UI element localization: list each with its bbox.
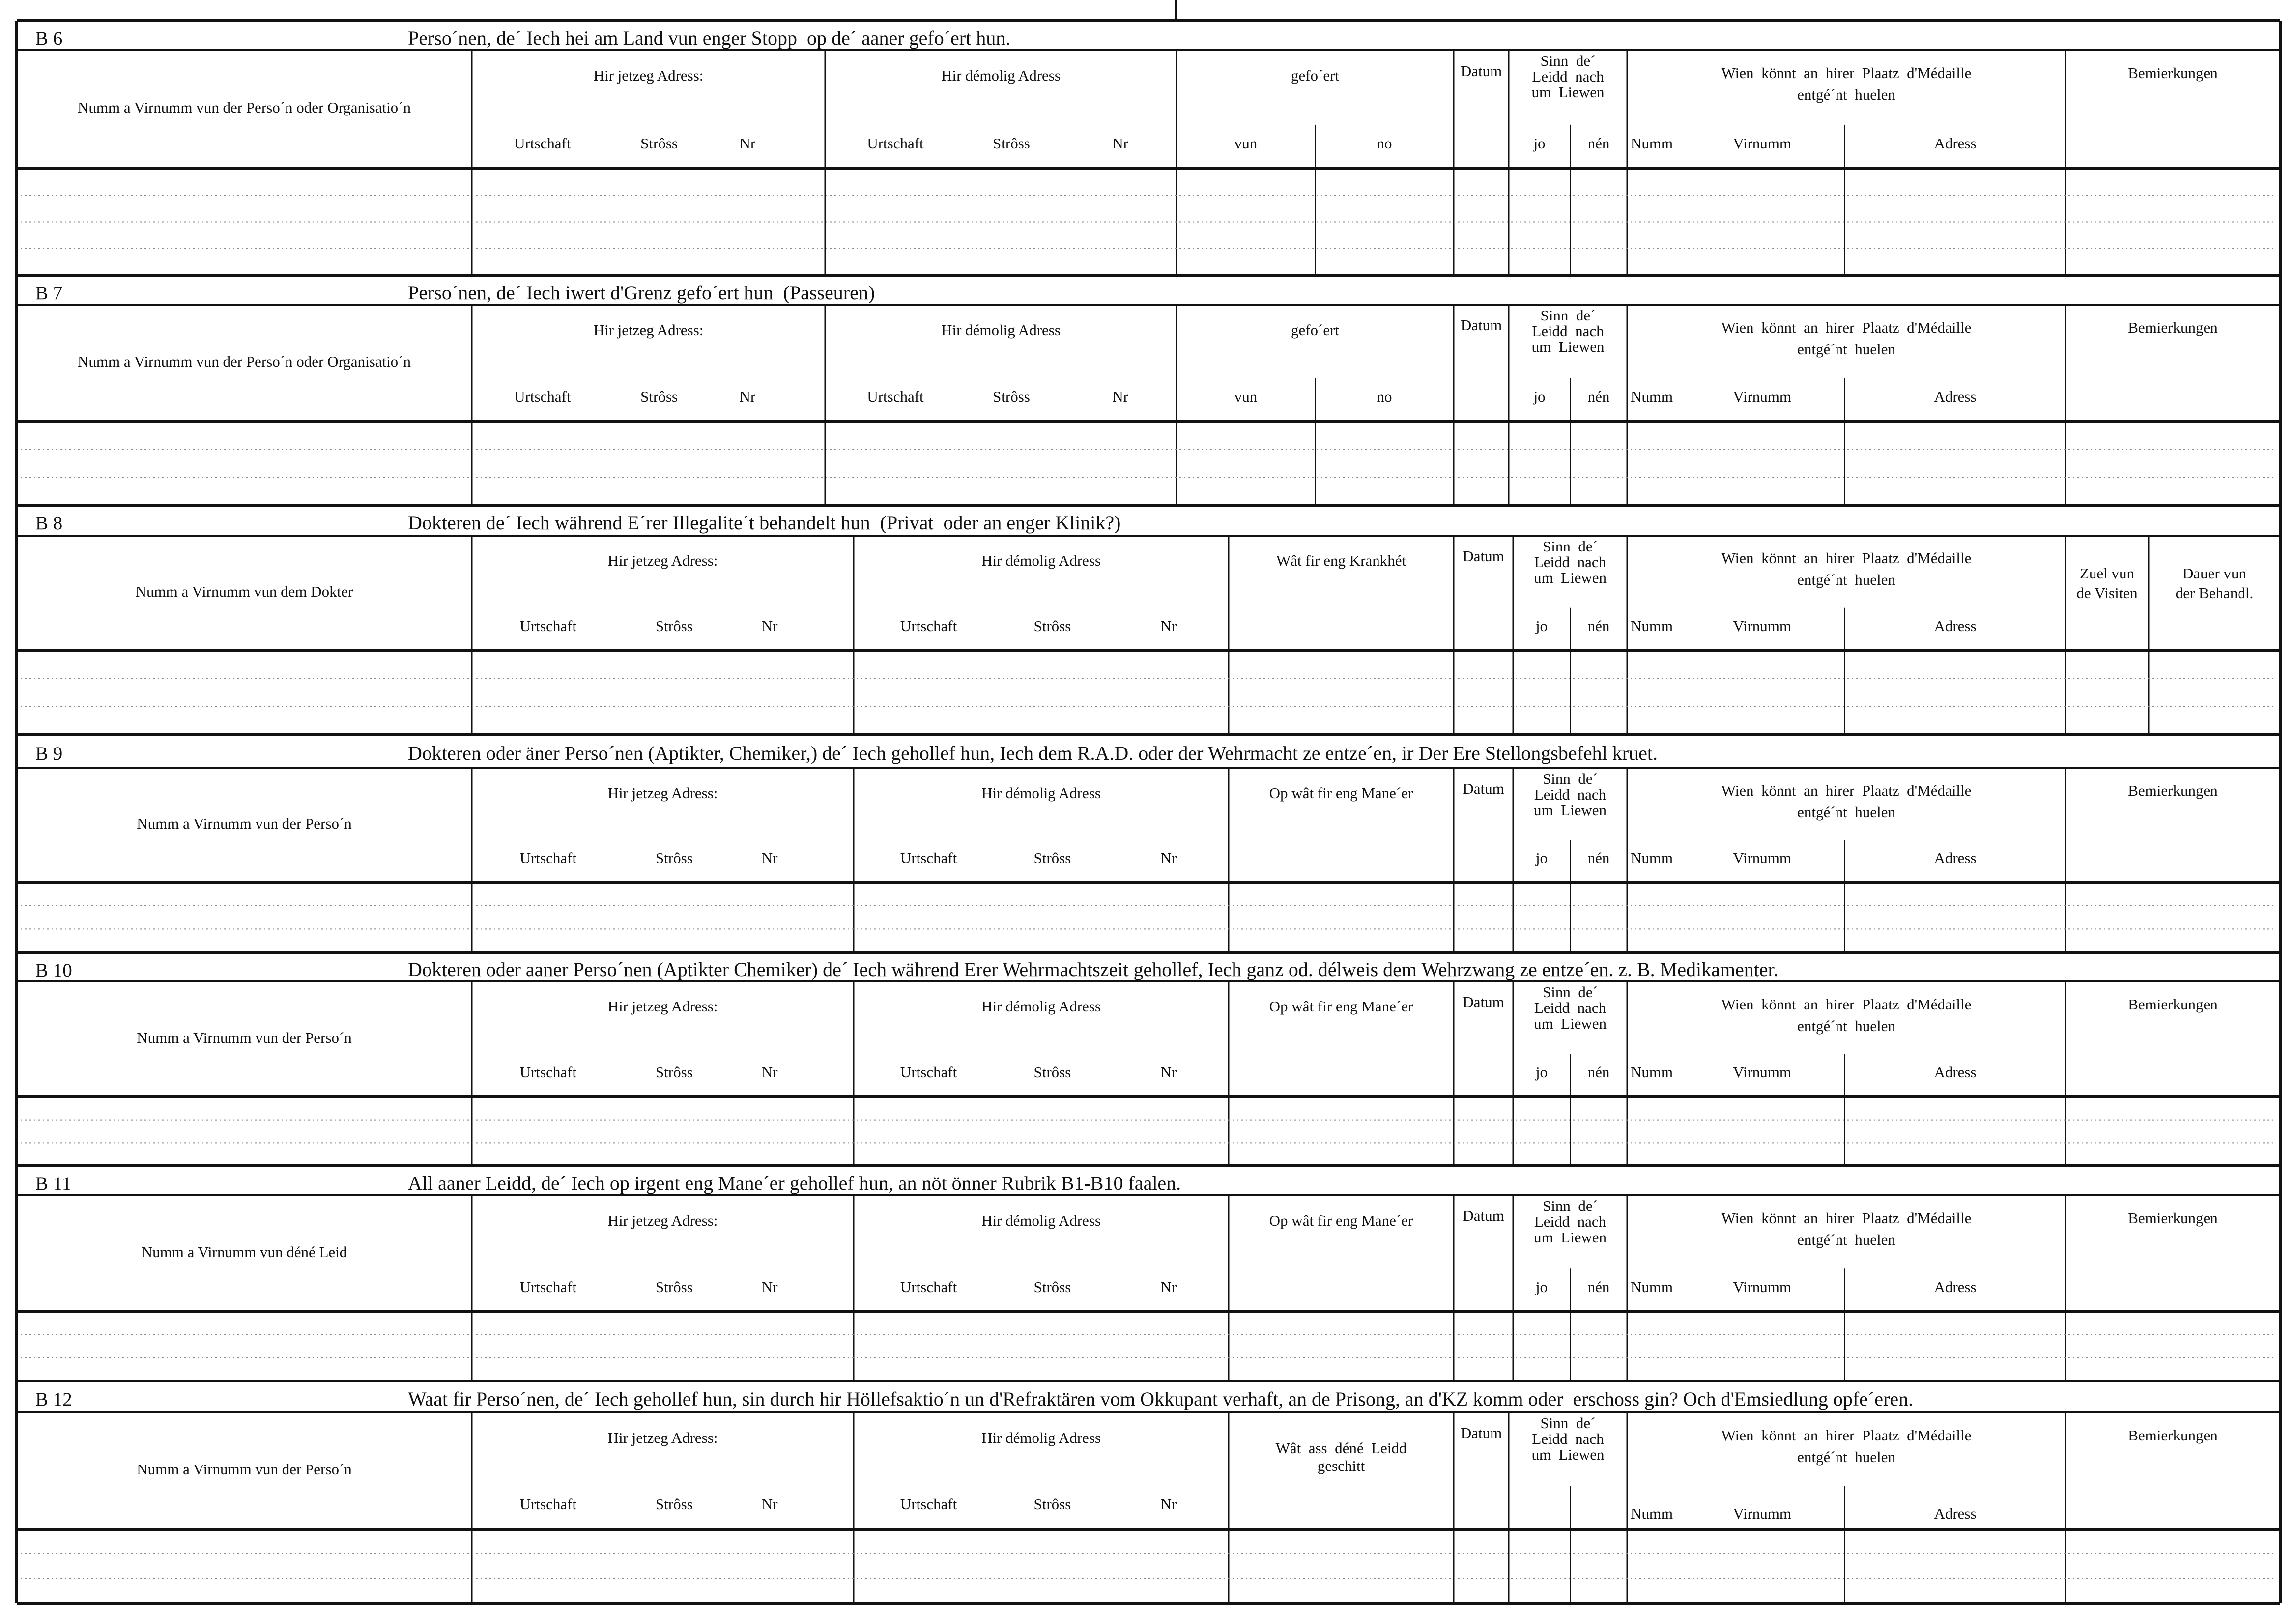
section-title: Dokteren de´ Iech während E´rer Illegalite´t behandelt hun (Privat oder an enger Klinik?): [408, 512, 1121, 534]
current-number-header: Nr: [761, 617, 778, 634]
entry-cell[interactable]: [1455, 1531, 1507, 1602]
name-column-header: Numm a Virnumm vun der Perso´n: [137, 1029, 352, 1046]
column5-header: Op wât fir eng Mane´er: [1269, 784, 1413, 802]
former-locality-header: Urtschaft: [900, 617, 957, 634]
entry-cell[interactable]: [1515, 652, 1626, 733]
form-entry-fields: [18, 170, 2279, 1602]
medal-surname-header: Numm: [1630, 1505, 1673, 1523]
alive-header-line-3: um Liewen: [1533, 569, 1607, 586]
transported-from-header: vun: [1234, 388, 1258, 405]
former-locality-header: Urtschaft: [867, 388, 924, 405]
remarks-header: Bemierkungen: [2128, 995, 2218, 1013]
current-number-header: Nr: [739, 134, 756, 152]
current-address-header: Hir jetzeg Adress:: [593, 321, 704, 339]
alive-yes-header: jo: [1535, 1278, 1548, 1295]
entry-cell[interactable]: [1455, 652, 1512, 733]
current-locality-header: Urtschaft: [519, 1496, 577, 1513]
entry-cell[interactable]: [473, 1098, 852, 1164]
entry-cell[interactable]: [1178, 423, 1452, 504]
medal-header-line-1: Wien könnt an hirer Plaatz d'Médaille: [1721, 782, 1972, 800]
entry-cell[interactable]: [855, 884, 1227, 951]
name-column-header: Numm a Virnumm vun der Perso´n: [137, 1460, 352, 1478]
alive-no-header: nén: [1587, 617, 1610, 634]
current-locality-header: Urtschaft: [519, 1278, 577, 1295]
alive-header-line-1: Sinn de´: [1543, 538, 1598, 555]
medal-header-line-2: entgé´nt huelen: [1797, 340, 1895, 358]
visits-header-line-1: Zuel vun: [2079, 564, 2135, 582]
medal-address-header: Adress: [1934, 849, 1977, 867]
medal-address-header: Adress: [1934, 617, 1977, 634]
entry-cell[interactable]: [2067, 1313, 2279, 1380]
alive-header-line-3: um Liewen: [1533, 1229, 1607, 1246]
entry-cell[interactable]: [18, 170, 470, 274]
former-number-header: Nr: [1112, 388, 1128, 405]
entry-cell[interactable]: [1510, 170, 1626, 274]
name-column-header: Numm a Virnumm vun déné Leid: [141, 1243, 347, 1261]
medal-header-line-1: Wien könnt an hirer Plaatz d'Médaille: [1721, 64, 1972, 82]
former-street-header: Strôss: [1033, 617, 1071, 634]
current-address-header: Hir jetzeg Adress:: [607, 998, 718, 1015]
transported-header: gefo´ert: [1291, 67, 1340, 85]
transported-to-header: no: [1377, 134, 1392, 152]
former-address-header: Hir démolig Adress: [981, 784, 1101, 802]
current-number-header: Nr: [761, 1064, 778, 1081]
column5-header: Op wât fir eng Mane´er: [1269, 998, 1413, 1015]
section-title: Dokteren oder aaner Perso´nen (Aptikter Chemiker) de´ Iech während Erer Wehrmachtszeit gehollef, Iech ganz od. délweis dem Wehrzwang ze entze´en. z. B. Medikamenter.: [408, 958, 1779, 981]
section-title: All aaner Leidd, de´ Iech op irgent eng Mane´er gehollef hun, an nöt önner Rubrik B1-B10 faalen.: [408, 1172, 1181, 1194]
former-number-header: Nr: [1160, 1278, 1177, 1295]
former-number-header: Nr: [1112, 134, 1128, 152]
visits-header-line-2: de Visiten: [2076, 584, 2138, 602]
entry-cell[interactable]: [827, 170, 1175, 274]
medal-header-line-2: entgé´nt huelen: [1797, 1448, 1895, 1466]
alive-header-line-3: um Liewen: [1531, 84, 1605, 101]
medal-surname-header: Numm: [1630, 617, 1673, 634]
entry-cell[interactable]: [18, 884, 470, 951]
alive-header-line-2: Leidd nach: [1534, 1213, 1607, 1230]
section-code: B 12: [35, 1388, 72, 1410]
entry-cell[interactable]: [473, 652, 852, 733]
section-title: Waat fir Perso´nen, de´ Iech gehollef hun, sin durch hir Höllefsaktio´n un d'Refraktären vom Okkupant verhaft, an de Prisong, an d'KZ komm oder erschoss gin? Och d'Emsiedlung opfe´eren.: [408, 1387, 1914, 1410]
section-code: B 7: [35, 282, 63, 304]
remarks-header: Bemierkungen: [2128, 318, 2218, 336]
medal-header-line-2: entgé´nt huelen: [1797, 804, 1895, 821]
entry-cell[interactable]: [1510, 423, 1626, 504]
alive-header-line-1: Sinn de´: [1543, 770, 1598, 787]
current-address-header: Hir jetzeg Adress:: [607, 1211, 718, 1229]
alive-yes-header: jo: [1533, 388, 1546, 405]
treatment-duration-header-line-2: der Behandl.: [2175, 584, 2254, 602]
medal-surname-header: Numm: [1630, 849, 1673, 867]
fate-header-line-2: geschitt: [1317, 1457, 1365, 1475]
section-code: B 8: [35, 513, 63, 534]
name-column-header: Numm a Virnumm vun der Perso´n: [137, 815, 352, 833]
section-title: Dokteren oder äner Perso´nen (Aptikter, Chemiker,) de´ Iech gehollef hun, Iech dem R.A.D. oder der Wehrmacht ze entze´en, ir Der Ere Stellongsbefehl kruet.: [408, 742, 1658, 764]
former-street-header: Strôss: [993, 388, 1030, 405]
alive-no-header: nén: [1587, 849, 1610, 867]
entry-cell[interactable]: [1629, 1313, 2064, 1380]
section-code: B 6: [35, 28, 63, 49]
entry-cell[interactable]: [18, 1098, 470, 1164]
entry-cell[interactable]: [2067, 423, 2279, 504]
former-street-header: Strôss: [993, 134, 1030, 152]
date-header: Datum: [1463, 1207, 1504, 1225]
entry-cell[interactable]: [2067, 652, 2147, 733]
medal-firstname-header: Virnumm: [1733, 134, 1791, 152]
current-address-header: Hir jetzeg Adress:: [607, 784, 718, 802]
date-header: Datum: [1463, 779, 1504, 797]
date-header: Datum: [1460, 1424, 1502, 1442]
fate-header-line-1: Wât ass déné Leidd: [1275, 1439, 1407, 1457]
alive-header-line-1: Sinn de´: [1540, 307, 1596, 324]
current-street-header: Strôss: [655, 617, 693, 634]
current-address-header: Hir jetzeg Adress:: [593, 67, 704, 85]
entry-cell[interactable]: [1510, 1531, 1626, 1602]
alive-header-line-2: Leidd nach: [1534, 553, 1607, 571]
entry-cell[interactable]: [855, 1531, 1227, 1602]
medal-address-header: Adress: [1934, 1064, 1977, 1081]
alive-header-line-1: Sinn de´: [1543, 1197, 1598, 1214]
name-column-header: Numm a Virnumm vun der Perso´n oder Organisatio´n: [77, 352, 411, 370]
former-street-header: Strôss: [1033, 849, 1071, 867]
entry-cell[interactable]: [473, 884, 852, 951]
entry-cell[interactable]: [1515, 884, 1626, 951]
medal-surname-header: Numm: [1630, 1064, 1673, 1081]
medal-header-line-1: Wien könnt an hirer Plaatz d'Médaille: [1721, 995, 1972, 1013]
remarks-header: Bemierkungen: [2128, 64, 2218, 82]
current-street-header: Strôss: [655, 1278, 693, 1295]
former-address-header: Hir démolig Adress: [981, 1211, 1101, 1229]
transported-to-header: no: [1377, 388, 1392, 405]
former-number-header: Nr: [1160, 1064, 1177, 1081]
former-street-header: Strôss: [1033, 1278, 1071, 1295]
entry-cell[interactable]: [1455, 423, 1507, 504]
medal-firstname-header: Virnumm: [1733, 388, 1791, 405]
transported-from-header: vun: [1234, 134, 1258, 152]
medal-address-header: Adress: [1934, 134, 1977, 152]
entry-cell[interactable]: [1455, 1098, 1512, 1164]
entry-cell[interactable]: [1629, 1098, 2064, 1164]
date-header: Datum: [1460, 316, 1502, 334]
entry-cell[interactable]: [1230, 652, 1452, 733]
former-locality-header: Urtschaft: [900, 849, 957, 867]
alive-header-line-1: Sinn de´: [1540, 1414, 1596, 1432]
medal-surname-header: Numm: [1630, 134, 1673, 152]
alive-yes-header: jo: [1535, 849, 1548, 867]
alive-yes-header: jo: [1533, 134, 1546, 152]
current-locality-header: Urtschaft: [519, 1064, 577, 1081]
current-number-header: Nr: [761, 1278, 778, 1295]
alive-header-line-3: um Liewen: [1533, 802, 1607, 819]
former-locality-header: Urtschaft: [900, 1064, 957, 1081]
medal-surname-header: Numm: [1630, 388, 1673, 405]
alive-header-line-2: Leidd nach: [1534, 999, 1607, 1016]
entry-cell[interactable]: [473, 1531, 852, 1602]
medal-firstname-header: Virnumm: [1733, 1505, 1791, 1523]
current-street-header: Strôss: [655, 1064, 693, 1081]
entry-cell[interactable]: [1629, 1531, 2064, 1602]
medal-header-line-1: Wien könnt an hirer Plaatz d'Médaille: [1721, 549, 1972, 567]
former-locality-header: Urtschaft: [867, 134, 924, 152]
current-street-header: Strôss: [655, 1496, 693, 1513]
alive-header-line-3: um Liewen: [1531, 1446, 1605, 1463]
alive-no-header: nén: [1587, 388, 1610, 405]
former-number-header: Nr: [1160, 849, 1177, 867]
medal-surname-header: Numm: [1630, 1278, 1673, 1295]
former-address-header: Hir démolig Adress: [981, 551, 1101, 569]
entry-cell[interactable]: [18, 1531, 470, 1602]
entry-cell[interactable]: [2067, 1098, 2279, 1164]
entry-cell[interactable]: [473, 423, 824, 504]
name-column-header: Numm a Virnumm vun dem Dokter: [135, 582, 353, 600]
medal-firstname-header: Virnumm: [1733, 849, 1791, 867]
entry-cell[interactable]: [1515, 1313, 1626, 1380]
current-address-header: Hir jetzeg Adress:: [607, 1429, 718, 1446]
entry-cell[interactable]: [1629, 652, 2064, 733]
section-title: Perso´nen, de´ Iech iwert d'Grenz gefo´ert hun (Passeuren): [408, 281, 875, 304]
transported-header: gefo´ert: [1291, 321, 1340, 339]
alive-header-line-2: Leidd nach: [1534, 786, 1607, 803]
remarks-header: Bemierkungen: [2128, 782, 2218, 800]
former-address-header: Hir démolig Adress: [941, 67, 1061, 85]
entry-cell[interactable]: [2150, 652, 2279, 733]
current-number-header: Nr: [761, 1496, 778, 1513]
entry-cell[interactable]: [1629, 170, 2064, 274]
entry-cell[interactable]: [18, 652, 470, 733]
entry-cell[interactable]: [1178, 170, 1452, 274]
date-header: Datum: [1463, 993, 1504, 1010]
column5-header: Op wât fir eng Mane´er: [1269, 1211, 1413, 1229]
entry-cell[interactable]: [855, 1098, 1227, 1164]
alive-yes-header: jo: [1535, 1064, 1548, 1081]
former-address-header: Hir démolig Adress: [941, 321, 1061, 339]
entry-cell[interactable]: [855, 1313, 1227, 1380]
entry-cell[interactable]: [1629, 423, 2064, 504]
medal-firstname-header: Virnumm: [1733, 1064, 1791, 1081]
medal-address-header: Adress: [1934, 388, 1977, 405]
former-number-header: Nr: [1160, 1496, 1177, 1513]
alive-yes-header: jo: [1535, 617, 1548, 634]
former-number-header: Nr: [1160, 617, 1177, 634]
current-locality-header: Urtschaft: [514, 134, 571, 152]
current-street-header: Strôss: [640, 388, 678, 405]
entry-cell[interactable]: [1230, 884, 1452, 951]
medal-header-line-2: entgé´nt huelen: [1797, 1017, 1895, 1035]
alive-header-line-3: um Liewen: [1533, 1015, 1607, 1032]
entry-cell[interactable]: [18, 1313, 470, 1380]
medal-header-line-2: entgé´nt huelen: [1797, 571, 1895, 589]
alive-header-line-1: Sinn de´: [1543, 983, 1598, 1001]
former-address-header: Hir démolig Adress: [981, 998, 1101, 1015]
entry-cell[interactable]: [1515, 1098, 1626, 1164]
current-locality-header: Urtschaft: [519, 849, 577, 867]
entry-cell[interactable]: [18, 423, 470, 504]
entry-cell[interactable]: [1629, 884, 2064, 951]
medal-header-line-2: entgé´nt huelen: [1797, 86, 1895, 104]
entry-cell[interactable]: [2067, 1531, 2279, 1602]
section-code: B 9: [35, 743, 63, 765]
current-number-header: Nr: [739, 388, 756, 405]
medal-address-header: Adress: [1934, 1278, 1977, 1295]
former-street-header: Strôss: [1033, 1496, 1071, 1513]
column5-header: Wât fir eng Krankhét: [1276, 551, 1406, 569]
former-locality-header: Urtschaft: [900, 1496, 957, 1513]
alive-no-header: nén: [1587, 1064, 1610, 1081]
alive-header-line-2: Leidd nach: [1532, 1430, 1604, 1447]
alive-header-line-1: Sinn de´: [1540, 52, 1596, 69]
date-header: Datum: [1463, 547, 1504, 565]
entry-cell[interactable]: [1455, 170, 1507, 274]
section-code: B 10: [35, 959, 72, 981]
current-locality-header: Urtschaft: [519, 617, 577, 634]
former-address-header: Hir démolig Adress: [981, 1429, 1101, 1446]
medal-header-line-2: entgé´nt huelen: [1797, 1231, 1895, 1248]
medal-firstname-header: Virnumm: [1733, 617, 1791, 634]
medal-header-line-1: Wien könnt an hirer Plaatz d'Médaille: [1721, 318, 1972, 336]
remarks-header: Bemierkungen: [2128, 1426, 2218, 1444]
entry-cell[interactable]: [1455, 1313, 1512, 1380]
entry-cell[interactable]: [827, 423, 1175, 504]
entry-cell[interactable]: [2067, 884, 2279, 951]
entry-cell[interactable]: [1230, 1098, 1452, 1164]
remarks-header: Bemierkungen: [2128, 1209, 2218, 1227]
alive-no-header: nén: [1587, 134, 1610, 152]
medal-firstname-header: Virnumm: [1733, 1278, 1791, 1295]
entry-cell[interactable]: [2067, 170, 2279, 274]
former-locality-header: Urtschaft: [900, 1278, 957, 1295]
entry-cell[interactable]: [1230, 1531, 1452, 1602]
alive-header-line-3: um Liewen: [1531, 338, 1605, 355]
current-number-header: Nr: [761, 849, 778, 867]
former-street-header: Strôss: [1033, 1064, 1071, 1081]
medal-header-line-1: Wien könnt an hirer Plaatz d'Médaille: [1721, 1209, 1972, 1227]
treatment-duration-header-line-1: Dauer vun: [2182, 564, 2246, 582]
entry-cell[interactable]: [1230, 1313, 1452, 1380]
alive-header-line-2: Leidd nach: [1532, 322, 1604, 340]
current-street-header: Strôss: [640, 134, 678, 152]
name-column-header: Numm a Virnumm vun der Perso´n oder Organisatio´n: [77, 99, 411, 116]
entry-cell[interactable]: [1455, 884, 1512, 951]
medal-header-line-1: Wien könnt an hirer Plaatz d'Médaille: [1721, 1426, 1972, 1444]
current-address-header: Hir jetzeg Adress:: [607, 551, 718, 569]
entry-cell[interactable]: [473, 1313, 852, 1380]
section-code: B 11: [35, 1173, 72, 1194]
current-locality-header: Urtschaft: [514, 388, 571, 405]
current-street-header: Strôss: [655, 849, 693, 867]
date-header: Datum: [1460, 62, 1502, 80]
alive-header-line-2: Leidd nach: [1532, 68, 1604, 85]
section-title: Perso´nen, de´ Iech hei am Land vun enger Stopp op de´ aaner gefo´ert hun.: [408, 27, 1011, 49]
alive-no-header: nén: [1587, 1278, 1610, 1295]
medal-address-header: Adress: [1934, 1505, 1977, 1523]
entry-cell[interactable]: [855, 652, 1227, 733]
entry-cell[interactable]: [473, 170, 824, 274]
